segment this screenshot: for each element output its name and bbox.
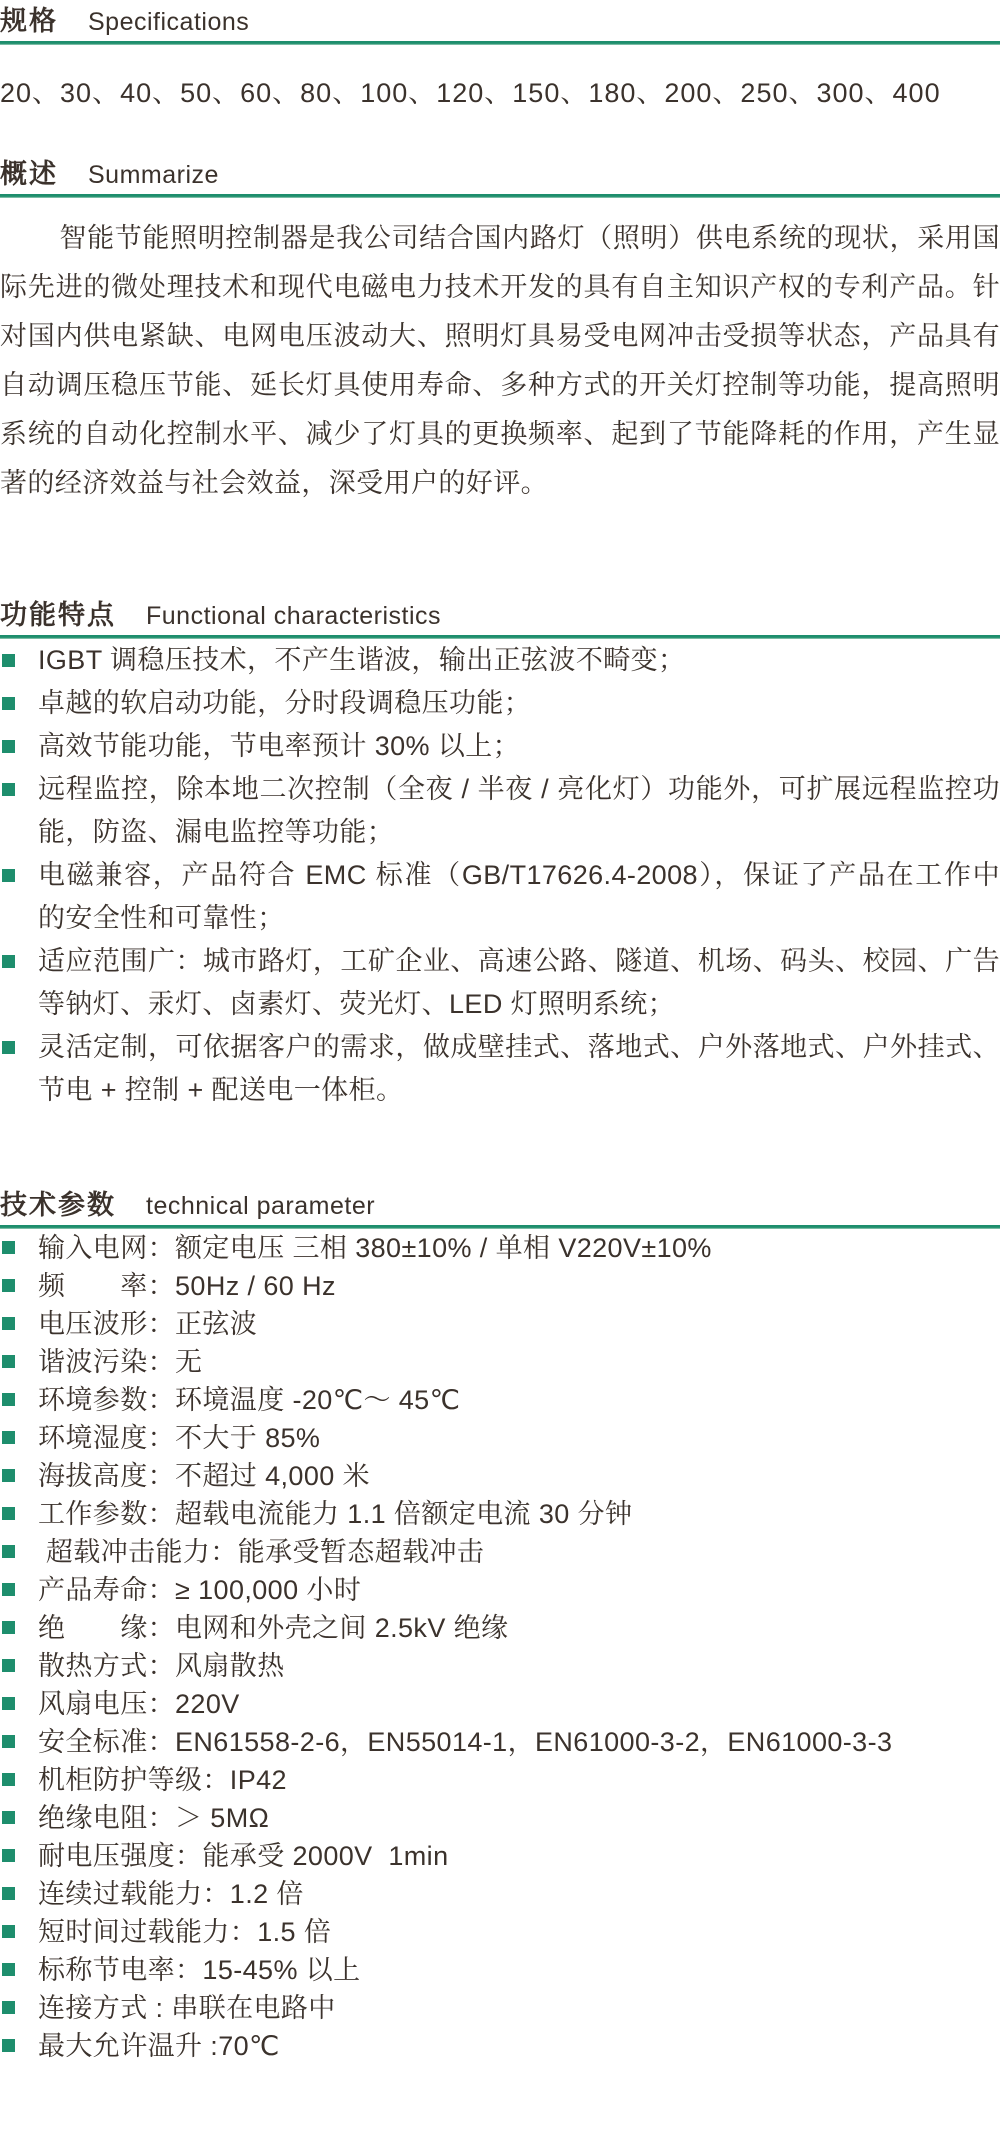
- bullet-square-icon: [2, 697, 15, 710]
- tech-parameter-item: [0, 1723, 1000, 1761]
- tech-parameter-text: 产品寿命：≥ 100,000 小时: [38, 1575, 362, 1605]
- feature-item: [0, 854, 1000, 940]
- tech-parameter-item: [0, 1609, 1000, 1647]
- bullet-square-icon: [2, 1469, 15, 1482]
- tech-parameter-item: [0, 1381, 1000, 1419]
- bullet-square-icon: [2, 1317, 15, 1330]
- tech-parameter-item: [0, 1989, 1000, 2027]
- feature-item: [0, 682, 1000, 725]
- separator-line: [0, 194, 1000, 198]
- tech-parameter-text: 绝 缘：电网和外壳之间 2.5kV 绝缘: [38, 1613, 509, 1643]
- bullet-square-icon: [2, 1659, 15, 1672]
- tech-parameter-item: [0, 1343, 1000, 1381]
- bullet-square-icon: [2, 2001, 15, 2014]
- section-functional-characteristics: [0, 594, 1000, 1112]
- bullet-square-icon: [2, 1849, 15, 1862]
- tech-parameter-text: 连接方式 : 串联在电路中: [38, 1993, 336, 2023]
- tech-parameter-text: 环境湿度：不大于 85%: [38, 1423, 321, 1453]
- feature-item: [0, 639, 1000, 682]
- bullet-square-icon: [2, 955, 15, 968]
- tech-parameter-item: [0, 1761, 1000, 1799]
- bullet-square-icon: [2, 1811, 15, 1824]
- tech-parameter-text: 环境参数：环境温度 -20℃～ 45℃: [38, 1385, 461, 1415]
- tech-title-en: technical parameter: [146, 1192, 376, 1220]
- tech-parameter-item: [0, 1267, 1000, 1305]
- tech-parameter-text: 频 率：50Hz / 60 Hz: [38, 1271, 336, 1301]
- tech-parameter-item: [0, 1875, 1000, 1913]
- tech-header: [0, 1184, 1000, 1225]
- tech-parameter-text: 绝缘电阻：＞ 5MΩ: [38, 1803, 270, 1833]
- bullet-square-icon: [2, 1041, 15, 1054]
- feature-item-text: 卓越的软启动功能，分时段调稳压功能；: [38, 688, 532, 718]
- tech-parameter-item: [0, 2027, 1000, 2065]
- specifications-header: [0, 0, 1000, 41]
- tech-parameter-item: [0, 1229, 1000, 1267]
- feature-list: [0, 639, 1000, 1112]
- tech-parameter-item: [0, 1419, 1000, 1457]
- bullet-square-icon: [2, 1279, 15, 1292]
- tech-parameter-item: [0, 1951, 1000, 1989]
- separator-line: [0, 41, 1000, 45]
- tech-parameter-text: 最大允许温升 :70℃: [38, 2031, 280, 2061]
- bullet-square-icon: [2, 2039, 15, 2052]
- section-specifications: [0, 0, 1000, 113]
- summarize-paragraph: 智能节能照明控制器是我公司结合国内路灯（照明）供电系统的现状，采用国际先进的微处理技术和现代电磁电力技术开发的具有自主知识产权的专利产品。针对国内供电紧缺、电网电压波动大、照明灯具易受电网冲击受损等状态，产品具有自动调压稳压节能、延长灯具使用寿命、多种方式的开关灯控制等功能，提高照明系统的自动化控制水平、减少了灯具的更换频率、起到了节能降耗的作用，产生显著的经济效益与社会效益，深受用户的好评。: [0, 223, 1000, 498]
- tech-parameter-text: 超载冲击能力：能承受暂态超载冲击: [38, 1537, 485, 1567]
- bullet-square-icon: [2, 1355, 15, 1368]
- bullet-square-icon: [2, 1887, 15, 1900]
- bullet-square-icon: [2, 783, 15, 796]
- summarize-title-en: Summarize: [88, 161, 219, 189]
- bullet-square-icon: [2, 1925, 15, 1938]
- tech-parameter-item: [0, 1495, 1000, 1533]
- tech-parameter-text: 安全标准：EN61558-2-6，EN55014-1，EN61000-3-2，EN61000-3-3: [38, 1727, 893, 1757]
- tech-parameter-text: 工作参数：超载电流能力 1.1 倍额定电流 30 分钟: [38, 1499, 633, 1529]
- summarize-title-cn: 概述: [0, 159, 58, 189]
- tech-parameter-item: [0, 1913, 1000, 1951]
- bullet-square-icon: [2, 1963, 15, 1976]
- bullet-square-icon: [2, 1621, 15, 1634]
- bullet-square-icon: [2, 1393, 15, 1406]
- feature-item: [0, 940, 1000, 1026]
- feature-item-text: 电磁兼容，产品符合 EMC 标准（GB/T17626.4-2008），保证了产品在工作中 的安全性和可靠性；: [38, 860, 1000, 933]
- bullet-square-icon: [2, 1431, 15, 1444]
- tech-parameter-text: 海拔高度：不超过 4,000 米: [38, 1461, 370, 1491]
- feature-item: [0, 725, 1000, 768]
- tech-parameter-item: [0, 1571, 1000, 1609]
- tech-parameter-text: 散热方式：风扇散热: [38, 1651, 285, 1681]
- tech-parameter-text: 标称节电率：15-45% 以上: [38, 1955, 361, 1985]
- features-header: [0, 594, 1000, 635]
- specification-values: 20、30、40、50、60、80、100、120、150、180、200、250、300、400: [0, 78, 941, 108]
- tech-parameter-item: [0, 1533, 1000, 1571]
- bullet-square-icon: [2, 654, 15, 667]
- tech-parameter-text: 谐波污染：无: [38, 1347, 203, 1377]
- bullet-square-icon: [2, 1735, 15, 1748]
- bullet-square-icon: [2, 1697, 15, 1710]
- tech-parameter-text: 短时间过载能力：1.5 倍: [38, 1917, 332, 1947]
- tech-parameter-text: 连续过载能力：1.2 倍: [38, 1879, 304, 1909]
- bullet-square-icon: [2, 1773, 15, 1786]
- section-summarize: [0, 153, 1000, 508]
- bullet-square-icon: [2, 1241, 15, 1254]
- bullet-square-icon: [2, 1583, 15, 1596]
- tech-parameter-item: [0, 1457, 1000, 1495]
- tech-parameter-list: [0, 1229, 1000, 2065]
- tech-parameter-text: 电压波形：正弦波: [38, 1309, 258, 1339]
- bullet-square-icon: [2, 1545, 15, 1558]
- bullet-square-icon: [2, 1507, 15, 1520]
- feature-item-text: 灵活定制，可依据客户的需求，做成壁挂式、落地式、户外落地式、户外挂式、节电 + 控制 + 配送电一体柜。: [38, 1032, 1000, 1105]
- tech-parameter-text: 耐电压强度：能承受 2000V 1min: [38, 1841, 449, 1871]
- feature-item-text: 适应范围广：城市路灯，工矿企业、高速公路、隧道、机场、码头、校园、广告等钠灯、汞灯、卤素灯、荧光灯、LED 灯照明系统；: [38, 946, 1000, 1019]
- feature-item: [0, 1026, 1000, 1112]
- features-title-en: Functional characteristics: [146, 602, 442, 630]
- tech-parameter-item: [0, 1837, 1000, 1875]
- bullet-square-icon: [2, 869, 15, 882]
- specifications-title-en: Specifications: [88, 8, 250, 36]
- tech-parameter-text: 输入电网：额定电压 三相 380±10% / 单相 V220V±10%: [38, 1233, 712, 1263]
- feature-item-text: 高效节能功能，节电率预计 30% 以上；: [38, 731, 521, 761]
- features-title-cn: 功能特点: [0, 600, 116, 630]
- feature-item-text: IGBT 调稳压技术，不产生谐波，输出正弦波不畸变；: [38, 645, 686, 675]
- tech-parameter-item: [0, 1305, 1000, 1343]
- tech-parameter-item: [0, 1647, 1000, 1685]
- summarize-header: [0, 153, 1000, 194]
- bullet-square-icon: [2, 740, 15, 753]
- feature-item-text: 远程监控，除本地二次控制（全夜 / 半夜 / 亮化灯）功能外，可扩展远程监控功能，防盗、漏电监控等功能；: [38, 774, 1000, 847]
- tech-parameter-text: 风扇电压：220V: [38, 1689, 240, 1719]
- tech-parameter-item: [0, 1799, 1000, 1837]
- specifications-title-cn: 规格: [0, 6, 58, 36]
- tech-title-cn: 技术参数: [0, 1190, 116, 1220]
- section-technical-parameters: [0, 1184, 1000, 2065]
- feature-item: [0, 768, 1000, 854]
- tech-parameter-text: 机柜防护等级：IP42: [38, 1765, 287, 1795]
- tech-parameter-item: [0, 1685, 1000, 1723]
